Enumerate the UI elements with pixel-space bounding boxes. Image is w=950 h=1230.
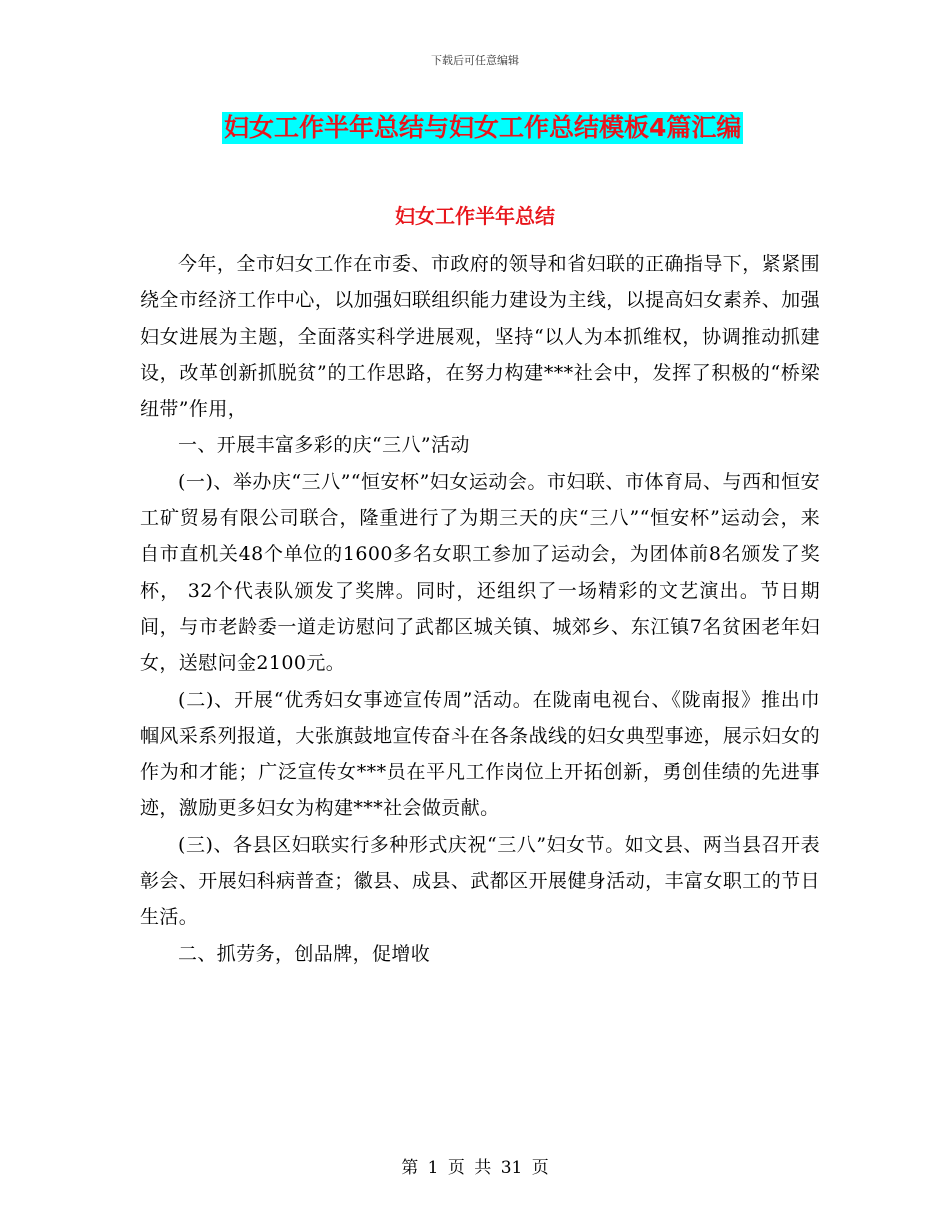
- page-footer: 第 1 页 共 31 页: [401, 1158, 549, 1178]
- document-title: 妇女工作半年总结与妇女工作总结模板4篇汇编: [224, 113, 742, 142]
- paragraph-item-2: (二)、开展“优秀妇女事迹宣传周”活动。在陇南电视台、《陇南报》推出巾帼风采系列报道，大张旗鼓地宣传奋斗在各条战线的妇女典型事迹，展示妇女的作为和才能；广泛宣传女***员在平凡工作岗位上开拓创新，勇创佳绩的先进事迹，激励更多妇女为构建***社会做贡献。: [140, 688, 820, 820]
- paragraph-heading-2: 二、抓劳务，创品牌，促增收: [178, 942, 431, 965]
- paragraph-heading-1: 一、开展丰富多彩的庆“三八”活动: [178, 434, 470, 457]
- header-note: 下载后可任意编辑: [431, 54, 519, 67]
- paragraph-intro: 今年，全市妇女工作在市委、市政府的领导和省妇联的正确指导下，紧紧围绕全市经济工作中心，以加强妇联组织能力建设为主线，以提高妇女素养、加强妇女进展为主题，全面落实科学进展观，坚持“以人为本抓维权，协调推动抓建设，改革创新抓脱贫”的工作思路，在努力构建***社会中，发挥了积极的“桥梁纽带”作用，: [140, 253, 820, 421]
- paragraph-item-1: (一)、举办庆“三八”“恒安杯”妇女运动会。市妇联、市体育局、与西和恒安工矿贸易有限公司联合，隆重进行了为期三天的庆“三八”“恒安杯”运动会，来自市直机关48个单位的1600多名女职工参加了运动会，为团体前8名颁发了奖杯， 32个代表队颁发了奖牌。同时，还组织了一场精彩的文艺演出。节日期间，与市老龄委一道走访慰问了武都区城关镇、城郊乡、东江镇7名贫困老年妇女，送慰问金2100元。: [140, 470, 820, 675]
- section-title: 妇女工作半年总结: [395, 204, 555, 228]
- paragraph-item-3: (三)、各县区妇联实行多种形式庆祝“三八”妇女节。如文县、两当县召开表彰会、开展妇科病普查；徽县、成县、武都区开展健身活动，丰富女职工的节日生活。: [140, 833, 820, 929]
- body-text: [140, 246, 820, 972]
